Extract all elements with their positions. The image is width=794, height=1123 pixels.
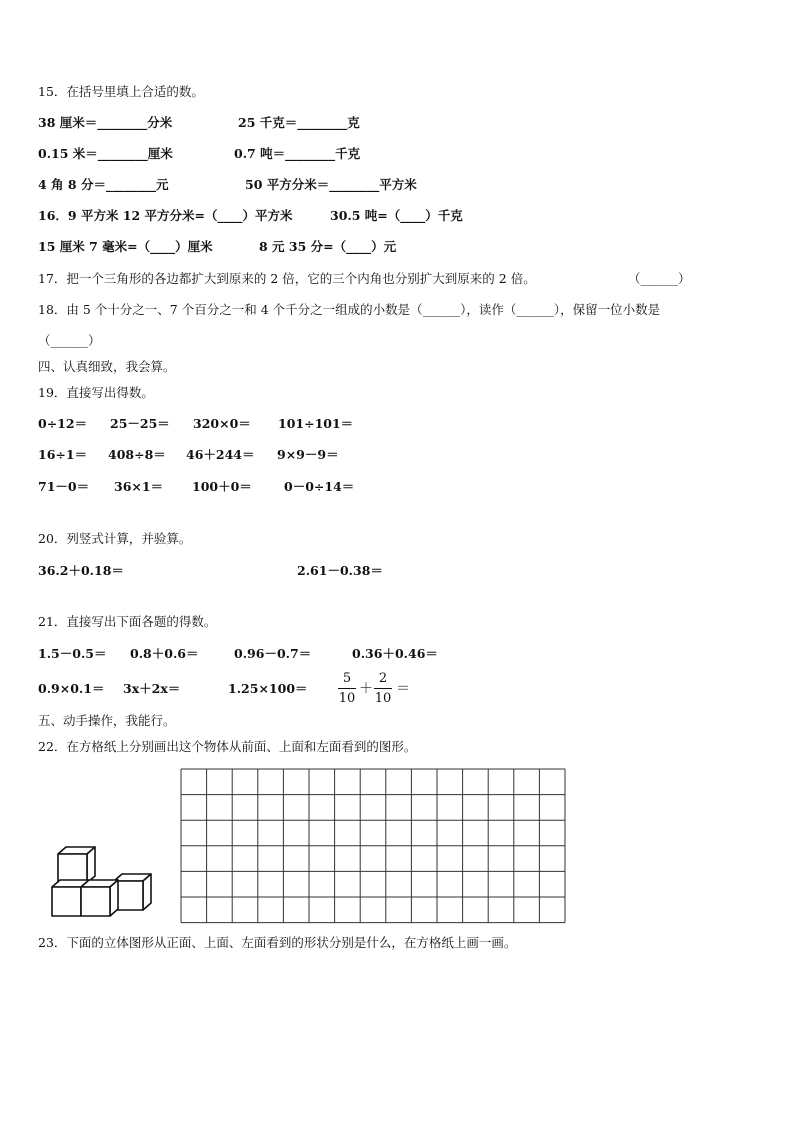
q21-item: 0.96－0.7＝: [234, 646, 312, 661]
q15-item: 4 角 8 分＝________元: [38, 177, 169, 192]
q15-item: 38 厘米＝________分米: [38, 115, 173, 130]
q21-item: 0.8＋0.6＝: [130, 646, 199, 661]
q16-item: 30.5 吨=（____）千克: [330, 208, 463, 223]
square-grid-paper[interactable]: [180, 768, 566, 927]
q15-item: 25 千克＝________克: [238, 115, 360, 130]
q23-title: 23．下面的立体图形从正面、上面、左面看到的形状分别是什么，在方格纸上画一画。: [38, 935, 517, 950]
q19-item: 0－0÷14＝: [284, 479, 355, 494]
fraction-denominator: 10: [338, 691, 356, 706]
fraction-bar: [374, 688, 392, 689]
q21-item: 0.9×0.1＝: [38, 681, 105, 696]
section-4-heading: 四、认真细致，我会算。: [38, 359, 176, 374]
q21-item: 3x＋2x＝: [123, 681, 181, 696]
q19-item: 9×9－9＝: [277, 447, 339, 462]
q19-item: 101÷101＝: [278, 416, 354, 431]
q17-text: 17．把一个三角形的各边都扩大到原来的 2 倍，它的三个内角也分别扩大到原来的 2 倍。: [38, 271, 536, 286]
fraction-second: [374, 671, 392, 707]
q21-title: 21．直接写出下面各题的得数。: [38, 614, 217, 629]
q16-item: 16．9 平方米 12 平方分米=（____）平方米: [38, 208, 293, 223]
q15-item: 0.7 吨＝________千克: [234, 146, 361, 161]
q19-item: 16÷1＝: [38, 447, 88, 462]
q19-item: 408÷8＝: [108, 447, 166, 462]
q20-item: 36.2＋0.18＝: [38, 563, 124, 578]
q17-blank: （______）: [628, 271, 691, 286]
q20-item: 2.61－0.38＝: [297, 563, 383, 578]
q22-title: 22．在方格纸上分别画出这个物体从前面、上面和左面看到的图形。: [38, 739, 417, 754]
fraction-bar: [338, 688, 356, 689]
q19-item: 46＋244＝: [186, 447, 255, 462]
q21-item: 1.5－0.5＝: [38, 646, 107, 661]
q16-item: 8 元 35 分=（____）元: [259, 239, 397, 254]
q18-line1: 18．由 5 个十分之一、7 个百分之一和 4 个千分之一组成的小数是（______），读作（______），保留一位小数是: [38, 302, 661, 317]
q15-item: 0.15 米＝________厘米: [38, 146, 173, 161]
q19-item: 36×1＝: [114, 479, 164, 494]
fraction-numerator: 5: [342, 671, 352, 686]
q15-title: 15．在括号里填上合适的数。: [38, 84, 204, 99]
q19-item: 100＋0＝: [192, 479, 252, 494]
fraction-plus: ＋: [359, 681, 373, 697]
cube-stack-figure: [48, 846, 158, 924]
q21-item: 0.36＋0.46＝: [352, 646, 438, 661]
section-5-heading: 五、动手操作，我能行。: [38, 713, 176, 728]
q18-line2: （______）: [38, 333, 101, 348]
fraction-equals: ＝: [396, 681, 410, 697]
fraction-numerator: 2: [378, 671, 388, 686]
q15-item: 50 平方分米＝________平方米: [245, 177, 417, 192]
q19-title: 19．直接写出得数。: [38, 385, 154, 400]
q21-item: 1.25×100＝: [228, 681, 308, 696]
q16-item: 15 厘米 7 毫米=（____）厘米: [38, 239, 213, 254]
fraction-first: [338, 671, 356, 707]
q19-item: 320×0＝: [193, 416, 251, 431]
fraction-denominator: 10: [374, 691, 392, 706]
q19-item: 71－0＝: [38, 479, 90, 494]
q20-title: 20．列竖式计算，并验算。: [38, 531, 192, 546]
q19-item: 25－25＝: [110, 416, 170, 431]
q19-item: 0÷12＝: [38, 416, 88, 431]
